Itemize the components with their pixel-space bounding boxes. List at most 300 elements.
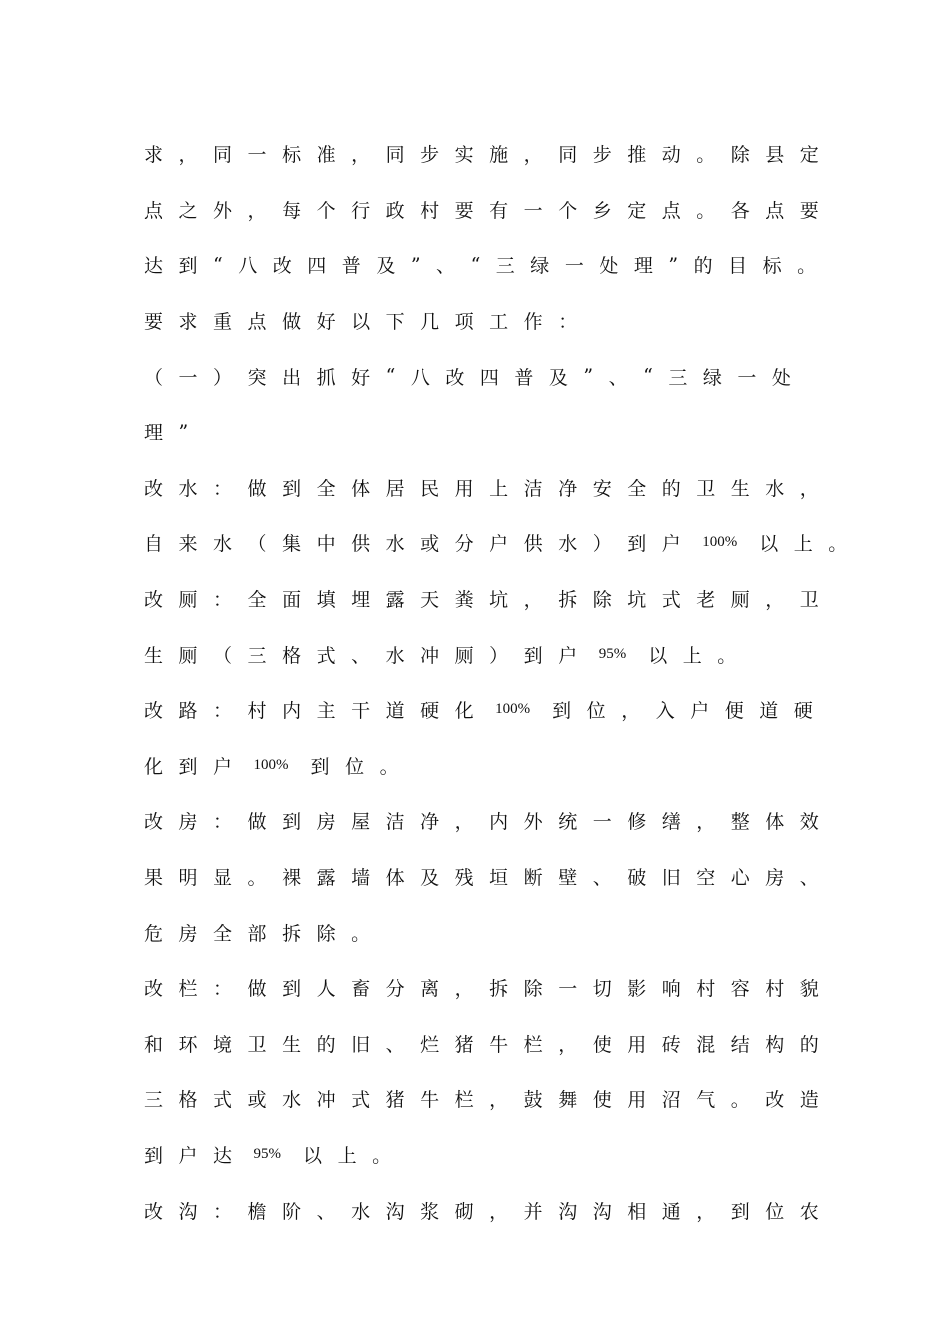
char-token: 卫 — [247, 1033, 267, 1056]
char-token: 道 — [385, 700, 405, 723]
char-token: 外 — [213, 199, 233, 222]
char-token: ， — [247, 199, 267, 222]
char-token: 改 — [144, 477, 164, 500]
char-token: 显 — [213, 867, 233, 890]
char-token: 点 — [247, 311, 267, 334]
char-token: 以 — [648, 644, 668, 667]
char-token: ， — [696, 811, 716, 834]
char-token: 环 — [178, 1033, 198, 1056]
char-token: ， — [178, 144, 198, 167]
char-token: 净 — [558, 477, 578, 500]
char-token: ” — [410, 253, 421, 276]
number-token: 95% — [253, 1145, 282, 1162]
char-token: 水 — [385, 644, 405, 667]
char-token: 一 — [592, 811, 612, 834]
char-token: 墙 — [351, 867, 371, 890]
char-token: ： — [213, 978, 233, 1001]
char-token: 定 — [627, 199, 647, 222]
char-token: 做 — [247, 477, 267, 500]
char-token: 道 — [759, 700, 779, 723]
char-token: 民 — [420, 477, 440, 500]
char-token: “ — [470, 253, 481, 276]
char-token: 牛 — [420, 1089, 440, 1112]
char-token: 上 — [337, 1144, 357, 1167]
char-token: ， — [523, 589, 543, 612]
char-token: 内 — [489, 811, 509, 834]
char-token: 缮 — [661, 811, 681, 834]
char-token: 格 — [178, 1089, 198, 1112]
text-line — [144, 960, 844, 1016]
char-token: 步 — [592, 144, 612, 167]
char-token: 及 — [420, 867, 440, 890]
document-body — [144, 126, 848, 1238]
char-token: 重 — [213, 311, 233, 334]
char-token: 和 — [144, 1033, 164, 1056]
char-token: 供 — [351, 533, 371, 556]
char-token: 沼 — [661, 1089, 681, 1112]
char-token: 改 — [144, 978, 164, 1001]
char-token: 路 — [178, 700, 198, 723]
char-token: 除 — [592, 589, 612, 612]
char-token: 用 — [627, 1033, 647, 1056]
char-token: 要 — [454, 199, 474, 222]
char-token: 到 — [282, 811, 302, 834]
text-line — [144, 1016, 844, 1072]
char-token: 危 — [144, 922, 164, 945]
char-token: 用 — [454, 477, 474, 500]
char-token: 化 — [454, 700, 474, 723]
char-token: 、 — [351, 644, 371, 667]
char-token: ， — [489, 1200, 509, 1223]
char-token: 修 — [627, 811, 647, 834]
char-token: 离 — [420, 978, 440, 1001]
char-token: 檐 — [247, 1200, 267, 1223]
char-token: 八 — [410, 366, 430, 389]
char-token: 。 — [828, 533, 848, 556]
text-line — [144, 404, 844, 460]
char-token: 境 — [213, 1033, 233, 1056]
char-token: 到 — [178, 755, 198, 778]
text-line — [144, 293, 844, 349]
char-token: 。 — [351, 922, 371, 945]
char-token: 三 — [144, 1089, 164, 1112]
char-token: 普 — [514, 366, 534, 389]
char-token: 厕 — [454, 644, 474, 667]
char-token: 内 — [282, 700, 302, 723]
text-line — [144, 460, 844, 516]
char-token: 四 — [479, 366, 499, 389]
char-token: 露 — [316, 867, 336, 890]
char-token: 体 — [351, 477, 371, 500]
char-token: 户 — [661, 533, 681, 556]
char-token: 生 — [282, 1033, 302, 1056]
char-token: 分 — [385, 978, 405, 1001]
char-token: 目 — [728, 255, 748, 278]
char-token: 一 — [558, 978, 578, 1001]
char-token: 烂 — [420, 1033, 440, 1056]
char-token: 一 — [737, 366, 757, 389]
char-token: 标 — [762, 255, 782, 278]
char-token: 栏 — [523, 1033, 543, 1056]
char-token: ， — [799, 477, 819, 500]
char-token: 。 — [797, 255, 817, 278]
char-token: 及 — [548, 366, 568, 389]
char-token: 改 — [144, 811, 164, 834]
char-token: 到 — [282, 477, 302, 500]
char-token: 心 — [730, 867, 750, 890]
char-token: 三 — [495, 255, 515, 278]
char-token: 每 — [282, 199, 302, 222]
char-token: 貌 — [799, 978, 819, 1001]
char-token: 畜 — [351, 978, 371, 1001]
char-token: 、 — [592, 867, 612, 890]
char-token: 水 — [765, 477, 785, 500]
char-token: 拆 — [489, 978, 509, 1001]
char-token: 个 — [316, 199, 336, 222]
char-token: ， — [351, 144, 371, 167]
char-token: ， — [765, 589, 785, 612]
char-token: 动 — [661, 144, 681, 167]
char-token: 突 — [247, 366, 267, 389]
char-token: 三 — [668, 366, 688, 389]
char-token: 天 — [420, 589, 440, 612]
char-token: 改 — [144, 700, 164, 723]
char-token: 舞 — [558, 1089, 578, 1112]
char-token: 户 — [558, 644, 578, 667]
char-token: ， — [558, 1033, 578, 1056]
char-token: 来 — [178, 533, 198, 556]
char-token: 各 — [730, 199, 750, 222]
text-line — [144, 348, 844, 404]
text-line — [144, 1182, 844, 1238]
char-token: 好 — [351, 366, 371, 389]
char-token: （ — [144, 366, 164, 389]
char-token: 。 — [379, 755, 399, 778]
char-token: 到 — [552, 700, 572, 723]
char-token: 要 — [144, 311, 164, 334]
char-token: 旧 — [351, 1033, 371, 1056]
char-token: 沟 — [385, 1200, 405, 1223]
text-line — [144, 626, 844, 682]
char-token: 几 — [420, 311, 440, 334]
char-token: ） — [489, 644, 509, 667]
char-token: 步 — [420, 144, 440, 167]
char-token: 点 — [661, 199, 681, 222]
char-token: 。 — [696, 144, 716, 167]
char-token: 效 — [799, 811, 819, 834]
char-token: 实 — [454, 144, 474, 167]
char-token: 上 — [682, 644, 702, 667]
char-token: 作 — [523, 311, 543, 334]
char-token: “ — [643, 365, 653, 388]
char-token: （ — [213, 644, 233, 667]
char-token: 求 — [144, 144, 164, 167]
char-token: 之 — [178, 199, 198, 222]
text-line — [144, 1071, 844, 1127]
char-token: 房 — [765, 867, 785, 890]
char-token: 村 — [765, 978, 785, 1001]
char-token: 卫 — [799, 589, 819, 612]
char-token: 。 — [247, 867, 267, 890]
char-token: 壁 — [558, 867, 578, 890]
char-token: ” — [178, 420, 189, 443]
char-token: 自 — [144, 533, 164, 556]
char-token: 体 — [765, 811, 785, 834]
char-token: 结 — [730, 1033, 750, 1056]
char-token: 水 — [351, 1200, 371, 1223]
char-token: ， — [696, 1200, 716, 1223]
char-token: ” — [668, 253, 679, 276]
char-token: 定 — [799, 144, 819, 167]
char-token: 断 — [523, 867, 543, 890]
char-token: 埋 — [351, 589, 371, 612]
char-token: 有 — [489, 199, 509, 222]
char-token: 位 — [345, 755, 365, 778]
text-line — [144, 1127, 844, 1183]
char-token: 生 — [144, 644, 164, 667]
char-token: 便 — [724, 700, 744, 723]
char-token: 式 — [661, 589, 681, 612]
char-token: 。 — [372, 1144, 392, 1167]
text-line — [144, 126, 844, 182]
char-token: 中 — [316, 533, 336, 556]
char-token: 供 — [523, 533, 543, 556]
char-token: 填 — [316, 589, 336, 612]
char-token: 乡 — [592, 199, 612, 222]
char-token: 上 — [489, 477, 509, 500]
char-token: 厕 — [730, 589, 750, 612]
char-token: 整 — [730, 811, 750, 834]
char-token: 上 — [793, 533, 813, 556]
char-token: 处 — [599, 255, 619, 278]
char-token: 屋 — [351, 811, 371, 834]
char-token: 。 — [696, 199, 716, 222]
char-token: 位 — [765, 1200, 785, 1223]
char-token: 一 — [564, 255, 584, 278]
char-token: 硬 — [793, 700, 813, 723]
char-token: 房 — [316, 811, 336, 834]
char-token: 理 — [633, 255, 653, 278]
char-token: 猪 — [454, 1033, 474, 1056]
char-token: 冲 — [420, 644, 440, 667]
char-token: 绿 — [702, 366, 722, 389]
char-token: 统 — [558, 811, 578, 834]
char-token: 的 — [799, 1033, 819, 1056]
char-token: ， — [454, 811, 474, 834]
text-line — [144, 793, 844, 849]
char-token: 厕 — [178, 644, 198, 667]
char-token: 厕 — [178, 589, 198, 612]
char-token: 沟 — [558, 1200, 578, 1223]
char-token: “ — [213, 253, 223, 276]
char-token: 卫 — [696, 477, 716, 500]
char-token: 空 — [696, 867, 716, 890]
char-token: ， — [489, 1089, 509, 1112]
char-token: 体 — [385, 867, 405, 890]
char-token: 全 — [316, 477, 336, 500]
char-token: 旧 — [661, 867, 681, 890]
char-token: 式 — [351, 1089, 371, 1112]
char-token: 通 — [661, 1200, 681, 1223]
text-line — [144, 515, 848, 571]
char-token: 响 — [661, 978, 681, 1001]
char-token: 容 — [730, 978, 750, 1001]
char-token: 农 — [799, 1200, 819, 1223]
char-token: 相 — [627, 1200, 647, 1223]
char-token: 改 — [144, 589, 164, 612]
char-token: 同 — [385, 144, 405, 167]
char-token: 格 — [282, 644, 302, 667]
char-token: 切 — [592, 978, 612, 1001]
char-token: 残 — [454, 867, 474, 890]
char-token: 影 — [627, 978, 647, 1001]
char-token: 除 — [523, 978, 543, 1001]
char-token: 、 — [436, 255, 456, 278]
char-token: 以 — [303, 1144, 323, 1167]
char-token: 三 — [247, 644, 267, 667]
char-token: 及 — [376, 255, 396, 278]
char-token: 县 — [765, 144, 785, 167]
char-token: ： — [213, 477, 233, 500]
char-token: 到 — [310, 755, 330, 778]
char-token: 改 — [144, 1200, 164, 1223]
char-token: 安 — [592, 477, 612, 500]
char-token: 改 — [445, 366, 465, 389]
char-token: 老 — [696, 589, 716, 612]
char-token: 项 — [454, 311, 474, 334]
char-token: 一 — [247, 144, 267, 167]
char-token: 的 — [316, 1033, 336, 1056]
char-token: 改 — [765, 1089, 785, 1112]
char-token: 化 — [144, 755, 164, 778]
text-line — [144, 682, 844, 738]
char-token: 砖 — [661, 1033, 681, 1056]
char-token: 户 — [690, 700, 710, 723]
char-token: ” — [583, 365, 594, 388]
char-token: 到 — [178, 255, 198, 278]
number-token: 100% — [495, 701, 531, 718]
char-token: 外 — [523, 811, 543, 834]
char-token: ， — [523, 144, 543, 167]
char-token: 露 — [385, 589, 405, 612]
char-token: 果 — [144, 867, 164, 890]
char-token: 八 — [238, 255, 258, 278]
char-token: 绿 — [530, 255, 550, 278]
text-line — [144, 904, 844, 960]
char-token: 造 — [799, 1089, 819, 1112]
char-token: 抓 — [316, 366, 336, 389]
char-token: 破 — [627, 867, 647, 890]
char-token: ， — [621, 700, 641, 723]
char-token: 、 — [608, 366, 628, 389]
char-token: 浆 — [420, 1200, 440, 1223]
char-token: 居 — [385, 477, 405, 500]
char-token: 的 — [661, 477, 681, 500]
char-token: 求 — [178, 311, 198, 334]
number-token: 95% — [598, 645, 627, 662]
char-token: 全 — [627, 477, 647, 500]
char-token: 施 — [489, 144, 509, 167]
char-token: 处 — [771, 366, 791, 389]
char-token: ） — [213, 366, 233, 389]
char-token: 准 — [316, 144, 336, 167]
char-token: 达 — [213, 1144, 233, 1167]
char-token: 或 — [420, 533, 440, 556]
char-token: 猪 — [385, 1089, 405, 1112]
char-token: ： — [213, 589, 233, 612]
char-token: 到 — [627, 533, 647, 556]
char-token: 同 — [213, 144, 233, 167]
char-token: 一 — [523, 199, 543, 222]
char-token: 位 — [586, 700, 606, 723]
char-token: 入 — [655, 700, 675, 723]
char-token: 使 — [592, 1089, 612, 1112]
char-token: 洁 — [385, 811, 405, 834]
text-line — [144, 237, 844, 293]
char-token: 。 — [730, 1089, 750, 1112]
char-token: 点 — [765, 199, 785, 222]
char-token: 用 — [627, 1089, 647, 1112]
char-token: 理 — [144, 422, 164, 445]
char-token: 到 — [523, 644, 543, 667]
char-token: 部 — [247, 922, 267, 945]
char-token: 工 — [489, 311, 509, 334]
char-token: 好 — [316, 311, 336, 334]
char-token: 坑 — [489, 589, 509, 612]
char-token: ： — [213, 811, 233, 834]
char-token: 同 — [558, 144, 578, 167]
char-token: 式 — [213, 1089, 233, 1112]
char-token: 式 — [316, 644, 336, 667]
char-token: 全 — [247, 589, 267, 612]
char-token: 沟 — [592, 1200, 612, 1223]
char-token: 的 — [693, 255, 713, 278]
char-token: 政 — [385, 199, 405, 222]
char-token: 标 — [282, 144, 302, 167]
char-token: 做 — [247, 978, 267, 1001]
char-token: 栏 — [454, 1089, 474, 1112]
char-token: 水 — [282, 1089, 302, 1112]
char-token: 气 — [696, 1089, 716, 1112]
char-token: （ — [247, 533, 267, 556]
char-token: 集 — [282, 533, 302, 556]
char-token: 阶 — [282, 1200, 302, 1223]
char-token: 户 — [489, 533, 509, 556]
char-token: 明 — [178, 867, 198, 890]
char-token: 并 — [523, 1200, 543, 1223]
char-token: 栏 — [178, 978, 198, 1001]
char-token: 、 — [316, 1200, 336, 1223]
char-token: 洁 — [523, 477, 543, 500]
char-token: 达 — [144, 255, 164, 278]
char-token: 水 — [385, 533, 405, 556]
char-token: 使 — [592, 1033, 612, 1056]
char-token: 拆 — [282, 922, 302, 945]
char-token: 粪 — [454, 589, 474, 612]
char-token: 生 — [730, 477, 750, 500]
text-line — [144, 849, 844, 905]
char-token: 做 — [282, 311, 302, 334]
char-token: 出 — [282, 366, 302, 389]
number-token: 100% — [253, 756, 289, 773]
char-token: 冲 — [316, 1089, 336, 1112]
char-token: 行 — [351, 199, 371, 222]
char-token: “ — [385, 365, 396, 388]
char-token: 净 — [420, 811, 440, 834]
char-token: 裸 — [282, 867, 302, 890]
char-token: 改 — [272, 255, 292, 278]
char-token: 干 — [351, 700, 371, 723]
